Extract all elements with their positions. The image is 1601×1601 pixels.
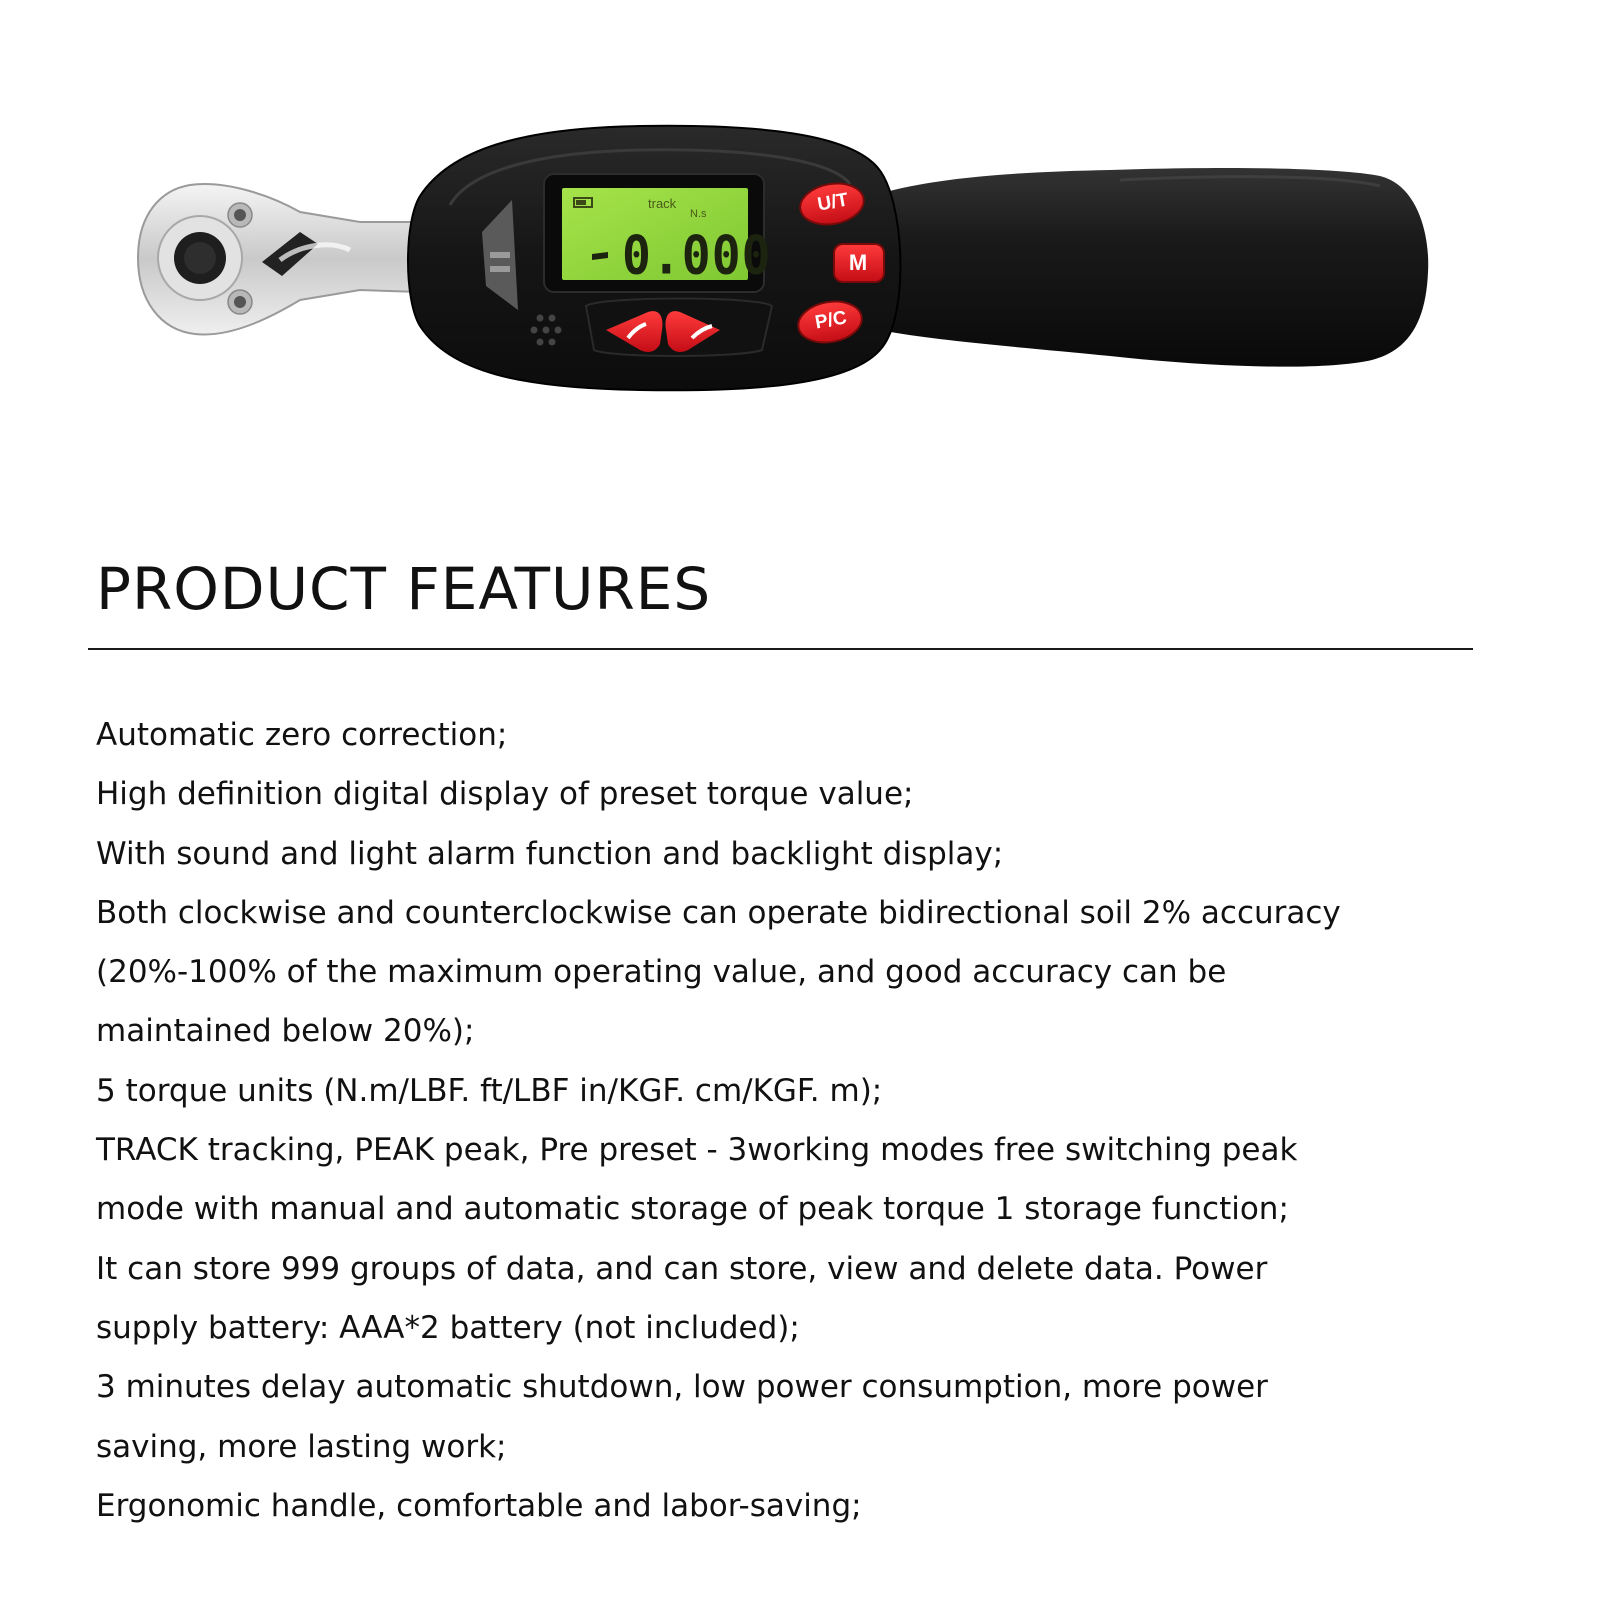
feature-line: (20%-100% of the maximum operating value, and good accuracy can be (96, 954, 1227, 991)
lcd-readout (556, 184, 772, 287)
lcd-torque-value: 0.000 (622, 224, 772, 287)
feature-line: 3 minutes delay automatic shutdown, low power consumption, more power (96, 1369, 1268, 1406)
feature-line: saving, more lasting work; (96, 1428, 507, 1465)
wrench-handle (860, 168, 1428, 367)
torque-wrench-image (0, 0, 1601, 470)
title-divider (88, 648, 1473, 650)
feature-line: Both clockwise and counterclockwise can operate bidirectional soil 2% accuracy (96, 894, 1341, 931)
feature-line: Automatic zero correction; (96, 717, 508, 753)
feature-line: High definition digital display of preset torque value; (96, 776, 914, 813)
feature-line: mode with manual and automatic storage of peak torque 1 storage function; (96, 1191, 1289, 1228)
pc-button-label: P/C (813, 307, 849, 334)
torque-wrench-illustration (0, 0, 1601, 470)
lcd-mode-label: track (648, 196, 677, 211)
features-title: PRODUCT FEATURES (96, 555, 712, 623)
indicator-mark (490, 266, 510, 272)
feature-line: TRACK tracking, PEAK peak, Pre preset - 3working modes free switching peak (96, 1132, 1298, 1169)
ut-button-label: U/T (816, 189, 850, 216)
feature-line: Ergonomic handle, comfortable and labor-saving; (96, 1487, 862, 1524)
ratchet-head (138, 184, 420, 334)
features-list (96, 706, 1496, 1536)
feature-line: maintained below 20%); (96, 1013, 475, 1050)
m-button-label: M (848, 250, 868, 275)
feature-line: supply battery: AAA*2 battery (not included); (96, 1309, 800, 1346)
feature-line: With sound and light alarm function and backlight display; (96, 835, 1004, 872)
lcd-unit-label: N.s (690, 208, 707, 220)
feature-line: 5 torque units (N.m/LBF. ft/LBF in/KGF. cm/KGF. m); (96, 1072, 883, 1109)
indicator-mark (490, 252, 510, 258)
feature-line: It can store 999 groups of data, and can store, view and delete data. Power (96, 1250, 1268, 1287)
